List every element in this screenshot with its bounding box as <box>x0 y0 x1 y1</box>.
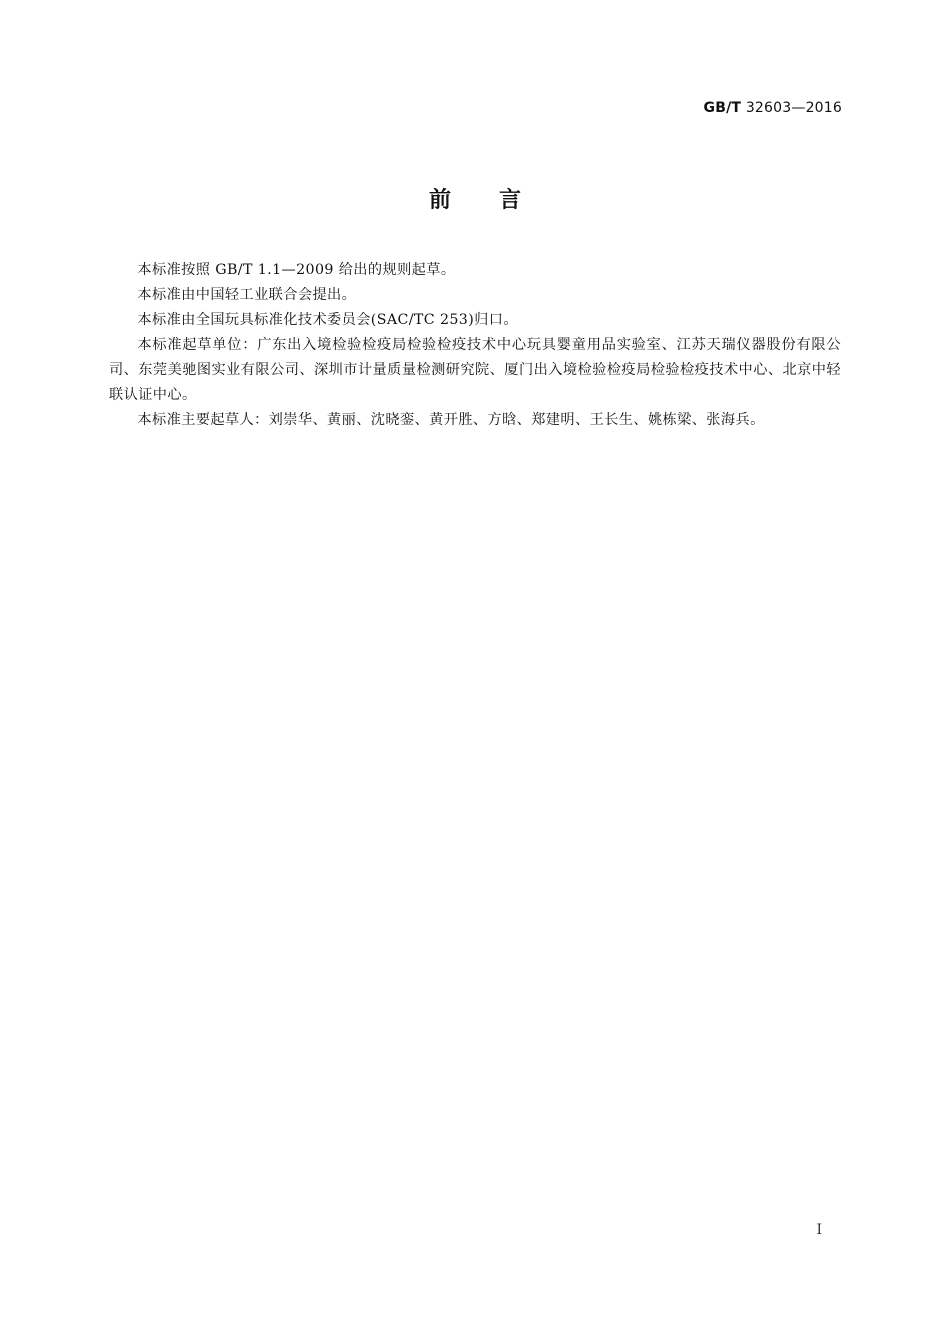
standard-number <box>704 100 842 116</box>
paragraph-drafters: 本标准主要起草人：刘崇华、黄丽、沈晓銮、黄开胜、方晗、郑建明、王长生、姚栋梁、张海兵。 <box>137 412 765 428</box>
foreword-body <box>109 258 841 433</box>
paragraph-proposer: 本标准由中国轻工业联合会提出。 <box>137 287 357 303</box>
standard-code: GB/T <box>703 100 742 116</box>
standard-year: 32603—2016 <box>745 100 842 116</box>
page-title: 前言 <box>428 188 569 213</box>
paragraph-drafting-units: 本标准起草单位：广东出入境检验检疫局检验检疫技术中心玩具婴童用品实验室、江苏天瑞仪器股份有限公司、东莞美驰图实业有限公司、深圳市计量质量检测研究院、厦门出入境检验检疫局检验检疫技术中心、北京中轻联认证中心。 <box>109 337 841 403</box>
paragraph-administrator: 本标准由全国玩具标准化技术委员会(SAC/TC 253)归口。 <box>137 312 518 328</box>
page-number: I <box>816 1222 822 1238</box>
paragraph-drafting-rules: 本标准按照 GB/T 1.1—2009 给出的规则起草。 <box>137 262 456 278</box>
